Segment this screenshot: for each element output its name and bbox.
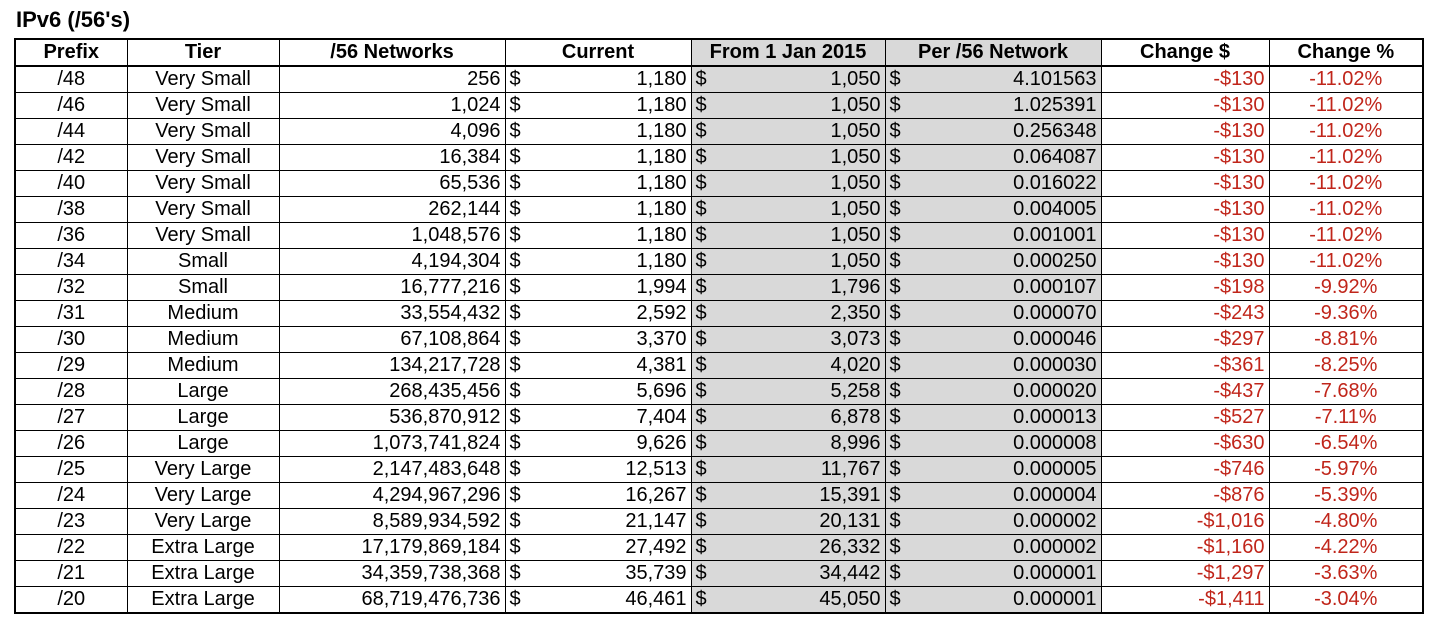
- cell-from-currency: $: [691, 457, 713, 483]
- header-change-dollar: Change $: [1101, 39, 1269, 66]
- cell-networks: 16,777,216: [279, 275, 505, 301]
- cell-current-currency: $: [505, 249, 527, 275]
- cell-per-network: 0.000001: [907, 561, 1101, 587]
- cell-from: 34,442: [713, 561, 885, 587]
- cell-per-network: 0.000002: [907, 509, 1101, 535]
- table-row: [15, 93, 1423, 119]
- cell-networks: 1,024: [279, 93, 505, 119]
- cell-per-currency: $: [885, 405, 907, 431]
- cell-tier: Very Large: [127, 483, 279, 509]
- cell-prefix: /22: [15, 535, 127, 561]
- table-row: [15, 457, 1423, 483]
- cell-per-network: 0.000046: [907, 327, 1101, 353]
- cell-from-currency: $: [691, 509, 713, 535]
- cell-prefix: /21: [15, 561, 127, 587]
- table-row: [15, 587, 1423, 614]
- cell-tier: Large: [127, 405, 279, 431]
- cell-current-currency: $: [505, 171, 527, 197]
- cell-from-currency: $: [691, 379, 713, 405]
- cell-change-pct: -8.25%: [1269, 353, 1423, 379]
- cell-per-network: 0.000002: [907, 535, 1101, 561]
- cell-current: 3,370: [527, 327, 691, 353]
- cell-from: 1,050: [713, 197, 885, 223]
- table-row: [15, 405, 1423, 431]
- table-row: [15, 249, 1423, 275]
- cell-per-currency: $: [885, 66, 907, 93]
- cell-change-pct: -6.54%: [1269, 431, 1423, 457]
- cell-prefix: /36: [15, 223, 127, 249]
- cell-current-currency: $: [505, 327, 527, 353]
- cell-prefix: /46: [15, 93, 127, 119]
- cell-tier: Very Small: [127, 66, 279, 93]
- cell-current-currency: $: [505, 379, 527, 405]
- table-row: [15, 275, 1423, 301]
- cell-per-network: 0.000013: [907, 405, 1101, 431]
- cell-networks: 33,554,432: [279, 301, 505, 327]
- cell-networks: 8,589,934,592: [279, 509, 505, 535]
- cell-tier: Very Small: [127, 223, 279, 249]
- cell-from-currency: $: [691, 119, 713, 145]
- cell-per-currency: $: [885, 353, 907, 379]
- header-change-pct: Change %: [1269, 39, 1423, 66]
- cell-from: 6,878: [713, 405, 885, 431]
- cell-change-pct: -11.02%: [1269, 93, 1423, 119]
- cell-change-pct: -3.63%: [1269, 561, 1423, 587]
- cell-current: 7,404: [527, 405, 691, 431]
- cell-per-network: 0.000004: [907, 483, 1101, 509]
- cell-from-currency: $: [691, 223, 713, 249]
- cell-change-pct: -3.04%: [1269, 587, 1423, 614]
- cell-current: 1,180: [527, 171, 691, 197]
- cell-from-currency: $: [691, 431, 713, 457]
- cell-per-network: 0.016022: [907, 171, 1101, 197]
- cell-networks: 4,096: [279, 119, 505, 145]
- cell-from-currency: $: [691, 66, 713, 93]
- cell-tier: Extra Large: [127, 561, 279, 587]
- cell-per-currency: $: [885, 457, 907, 483]
- cell-current-currency: $: [505, 145, 527, 171]
- table-body: [15, 66, 1423, 613]
- cell-change-dollar: -$198: [1101, 275, 1269, 301]
- cell-per-currency: $: [885, 249, 907, 275]
- header-prefix: Prefix: [15, 39, 127, 66]
- cell-per-currency: $: [885, 145, 907, 171]
- table-row: [15, 301, 1423, 327]
- cell-prefix: /23: [15, 509, 127, 535]
- cell-current: 9,626: [527, 431, 691, 457]
- cell-prefix: /40: [15, 171, 127, 197]
- cell-per-currency: $: [885, 275, 907, 301]
- cell-tier: Extra Large: [127, 535, 279, 561]
- cell-per-currency: $: [885, 119, 907, 145]
- table-row: [15, 197, 1423, 223]
- cell-from-currency: $: [691, 535, 713, 561]
- cell-per-currency: $: [885, 379, 907, 405]
- cell-current: 46,461: [527, 587, 691, 614]
- cell-networks: 1,048,576: [279, 223, 505, 249]
- cell-from-currency: $: [691, 145, 713, 171]
- cell-per-network: 0.004005: [907, 197, 1101, 223]
- cell-per-network: 1.025391: [907, 93, 1101, 119]
- cell-networks: 68,719,476,736: [279, 587, 505, 614]
- cell-networks: 65,536: [279, 171, 505, 197]
- cell-current: 4,381: [527, 353, 691, 379]
- cell-per-currency: $: [885, 93, 907, 119]
- cell-change-dollar: -$437: [1101, 379, 1269, 405]
- cell-from: 1,050: [713, 119, 885, 145]
- cell-per-network: 0.064087: [907, 145, 1101, 171]
- cell-current-currency: $: [505, 197, 527, 223]
- cell-per-currency: $: [885, 587, 907, 614]
- table-row: [15, 561, 1423, 587]
- cell-change-pct: -7.11%: [1269, 405, 1423, 431]
- cell-current: 5,696: [527, 379, 691, 405]
- cell-per-currency: $: [885, 431, 907, 457]
- cell-from: 1,050: [713, 145, 885, 171]
- cell-current-currency: $: [505, 431, 527, 457]
- cell-per-currency: $: [885, 171, 907, 197]
- cell-per-network: 0.256348: [907, 119, 1101, 145]
- cell-from: 20,131: [713, 509, 885, 535]
- cell-change-pct: -9.92%: [1269, 275, 1423, 301]
- header-from: From 1 Jan 2015: [691, 39, 885, 66]
- cell-current-currency: $: [505, 405, 527, 431]
- cell-from: 1,050: [713, 66, 885, 93]
- header-row: [15, 39, 1423, 66]
- cell-change-pct: -11.02%: [1269, 197, 1423, 223]
- table-row: [15, 223, 1423, 249]
- table-row: [15, 171, 1423, 197]
- cell-from-currency: $: [691, 587, 713, 614]
- cell-change-pct: -5.39%: [1269, 483, 1423, 509]
- cell-current: 27,492: [527, 535, 691, 561]
- sheet-title: IPv6 (/56's): [16, 7, 131, 32]
- cell-change-pct: -8.81%: [1269, 327, 1423, 353]
- cell-prefix: /28: [15, 379, 127, 405]
- cell-per-currency: $: [885, 327, 907, 353]
- cell-prefix: /44: [15, 119, 127, 145]
- cell-change-pct: -4.22%: [1269, 535, 1423, 561]
- cell-prefix: /34: [15, 249, 127, 275]
- header-networks: /56 Networks: [279, 39, 505, 66]
- cell-tier: Small: [127, 249, 279, 275]
- cell-from-currency: $: [691, 405, 713, 431]
- cell-tier: Large: [127, 431, 279, 457]
- cell-prefix: /48: [15, 66, 127, 93]
- cell-per-currency: $: [885, 483, 907, 509]
- cell-prefix: /42: [15, 145, 127, 171]
- cell-networks: 4,194,304: [279, 249, 505, 275]
- cell-networks: 262,144: [279, 197, 505, 223]
- cell-current: 1,994: [527, 275, 691, 301]
- cell-current: 1,180: [527, 66, 691, 93]
- cell-current-currency: $: [505, 223, 527, 249]
- cell-current-currency: $: [505, 483, 527, 509]
- cell-change-dollar: -$130: [1101, 119, 1269, 145]
- cell-networks: 268,435,456: [279, 379, 505, 405]
- cell-from: 3,073: [713, 327, 885, 353]
- cell-per-network: 0.000070: [907, 301, 1101, 327]
- cell-prefix: /29: [15, 353, 127, 379]
- cell-change-dollar: -$361: [1101, 353, 1269, 379]
- cell-per-currency: $: [885, 301, 907, 327]
- table-row: [15, 145, 1423, 171]
- cell-from-currency: $: [691, 275, 713, 301]
- cell-current-currency: $: [505, 66, 527, 93]
- table-row: [15, 379, 1423, 405]
- cell-change-pct: -11.02%: [1269, 119, 1423, 145]
- cell-change-dollar: -$130: [1101, 223, 1269, 249]
- fee-table: [14, 38, 1424, 614]
- cell-per-network: 0.000107: [907, 275, 1101, 301]
- cell-prefix: /32: [15, 275, 127, 301]
- cell-per-network: 4.101563: [907, 66, 1101, 93]
- cell-from: 1,050: [713, 171, 885, 197]
- cell-change-dollar: -$130: [1101, 145, 1269, 171]
- cell-per-currency: $: [885, 223, 907, 249]
- header-current: Current: [505, 39, 691, 66]
- cell-networks: 67,108,864: [279, 327, 505, 353]
- cell-from: 15,391: [713, 483, 885, 509]
- cell-change-dollar: -$527: [1101, 405, 1269, 431]
- cell-change-dollar: -$130: [1101, 93, 1269, 119]
- cell-current: 35,739: [527, 561, 691, 587]
- cell-from-currency: $: [691, 171, 713, 197]
- cell-per-network: 0.000001: [907, 587, 1101, 614]
- cell-change-dollar: -$1,411: [1101, 587, 1269, 614]
- cell-prefix: /27: [15, 405, 127, 431]
- cell-prefix: /30: [15, 327, 127, 353]
- cell-current: 2,592: [527, 301, 691, 327]
- cell-networks: 17,179,869,184: [279, 535, 505, 561]
- cell-per-network: 0.000005: [907, 457, 1101, 483]
- cell-from: 11,767: [713, 457, 885, 483]
- cell-current: 1,180: [527, 119, 691, 145]
- cell-from: 1,050: [713, 249, 885, 275]
- cell-current: 1,180: [527, 197, 691, 223]
- cell-change-dollar: -$130: [1101, 66, 1269, 93]
- cell-from-currency: $: [691, 483, 713, 509]
- cell-change-pct: -4.80%: [1269, 509, 1423, 535]
- cell-change-pct: -11.02%: [1269, 66, 1423, 93]
- cell-change-dollar: -$1,297: [1101, 561, 1269, 587]
- table-row: [15, 509, 1423, 535]
- cell-tier: Very Small: [127, 119, 279, 145]
- cell-change-dollar: -$297: [1101, 327, 1269, 353]
- table-row: [15, 431, 1423, 457]
- cell-prefix: /26: [15, 431, 127, 457]
- cell-from-currency: $: [691, 197, 713, 223]
- cell-change-pct: -11.02%: [1269, 145, 1423, 171]
- cell-tier: Very Small: [127, 197, 279, 223]
- cell-per-currency: $: [885, 561, 907, 587]
- cell-prefix: /25: [15, 457, 127, 483]
- cell-networks: 34,359,738,368: [279, 561, 505, 587]
- cell-current-currency: $: [505, 535, 527, 561]
- cell-from: 8,996: [713, 431, 885, 457]
- cell-tier: Very Small: [127, 93, 279, 119]
- cell-change-dollar: -$1,160: [1101, 535, 1269, 561]
- cell-prefix: /24: [15, 483, 127, 509]
- cell-change-dollar: -$243: [1101, 301, 1269, 327]
- cell-current: 1,180: [527, 223, 691, 249]
- cell-per-network: 0.000030: [907, 353, 1101, 379]
- cell-from-currency: $: [691, 249, 713, 275]
- cell-tier: Very Large: [127, 509, 279, 535]
- cell-from: 5,258: [713, 379, 885, 405]
- header-per-network: Per /56 Network: [885, 39, 1101, 66]
- cell-from: 45,050: [713, 587, 885, 614]
- cell-networks: 4,294,967,296: [279, 483, 505, 509]
- cell-current-currency: $: [505, 457, 527, 483]
- cell-current: 16,267: [527, 483, 691, 509]
- cell-change-dollar: -$1,016: [1101, 509, 1269, 535]
- cell-tier: Very Large: [127, 457, 279, 483]
- cell-current: 1,180: [527, 145, 691, 171]
- cell-per-network: 0.000020: [907, 379, 1101, 405]
- cell-per-network: 0.000250: [907, 249, 1101, 275]
- cell-networks: 2,147,483,648: [279, 457, 505, 483]
- cell-current-currency: $: [505, 353, 527, 379]
- cell-change-dollar: -$746: [1101, 457, 1269, 483]
- cell-from: 1,050: [713, 223, 885, 249]
- cell-current-currency: $: [505, 275, 527, 301]
- cell-change-pct: -5.97%: [1269, 457, 1423, 483]
- cell-current: 1,180: [527, 93, 691, 119]
- cell-change-dollar: -$130: [1101, 171, 1269, 197]
- cell-per-currency: $: [885, 509, 907, 535]
- cell-networks: 1,073,741,824: [279, 431, 505, 457]
- cell-per-currency: $: [885, 197, 907, 223]
- cell-change-pct: -11.02%: [1269, 249, 1423, 275]
- cell-current: 12,513: [527, 457, 691, 483]
- cell-from: 26,332: [713, 535, 885, 561]
- cell-tier: Small: [127, 275, 279, 301]
- cell-current-currency: $: [505, 119, 527, 145]
- cell-prefix: /20: [15, 587, 127, 614]
- cell-networks: 16,384: [279, 145, 505, 171]
- cell-from-currency: $: [691, 93, 713, 119]
- cell-change-dollar: -$876: [1101, 483, 1269, 509]
- cell-tier: Extra Large: [127, 587, 279, 614]
- cell-from-currency: $: [691, 353, 713, 379]
- cell-per-currency: $: [885, 535, 907, 561]
- cell-change-dollar: -$130: [1101, 197, 1269, 223]
- cell-current: 21,147: [527, 509, 691, 535]
- cell-tier: Medium: [127, 301, 279, 327]
- cell-tier: Very Small: [127, 145, 279, 171]
- cell-change-pct: -7.68%: [1269, 379, 1423, 405]
- cell-prefix: /31: [15, 301, 127, 327]
- cell-change-pct: -11.02%: [1269, 171, 1423, 197]
- cell-from: 1,796: [713, 275, 885, 301]
- cell-from-currency: $: [691, 301, 713, 327]
- cell-per-network: 0.000008: [907, 431, 1101, 457]
- table-row: [15, 483, 1423, 509]
- cell-tier: Medium: [127, 327, 279, 353]
- cell-from: 4,020: [713, 353, 885, 379]
- cell-from-currency: $: [691, 327, 713, 353]
- cell-from: 2,350: [713, 301, 885, 327]
- cell-current-currency: $: [505, 561, 527, 587]
- cell-from-currency: $: [691, 561, 713, 587]
- cell-tier: Very Small: [127, 171, 279, 197]
- cell-change-dollar: -$630: [1101, 431, 1269, 457]
- cell-networks: 134,217,728: [279, 353, 505, 379]
- cell-current: 1,180: [527, 249, 691, 275]
- cell-prefix: /38: [15, 197, 127, 223]
- header-tier: Tier: [127, 39, 279, 66]
- cell-change-pct: -11.02%: [1269, 223, 1423, 249]
- cell-networks: 536,870,912: [279, 405, 505, 431]
- cell-from: 1,050: [713, 93, 885, 119]
- table-row: [15, 353, 1423, 379]
- cell-current-currency: $: [505, 301, 527, 327]
- cell-networks: 256: [279, 66, 505, 93]
- cell-per-network: 0.001001: [907, 223, 1101, 249]
- table-row: [15, 119, 1423, 145]
- cell-change-dollar: -$130: [1101, 249, 1269, 275]
- cell-change-pct: -9.36%: [1269, 301, 1423, 327]
- table-row: [15, 535, 1423, 561]
- cell-current-currency: $: [505, 93, 527, 119]
- cell-current-currency: $: [505, 587, 527, 614]
- cell-tier: Medium: [127, 353, 279, 379]
- cell-current-currency: $: [505, 509, 527, 535]
- table-row: [15, 66, 1423, 93]
- cell-tier: Large: [127, 379, 279, 405]
- table-row: [15, 327, 1423, 353]
